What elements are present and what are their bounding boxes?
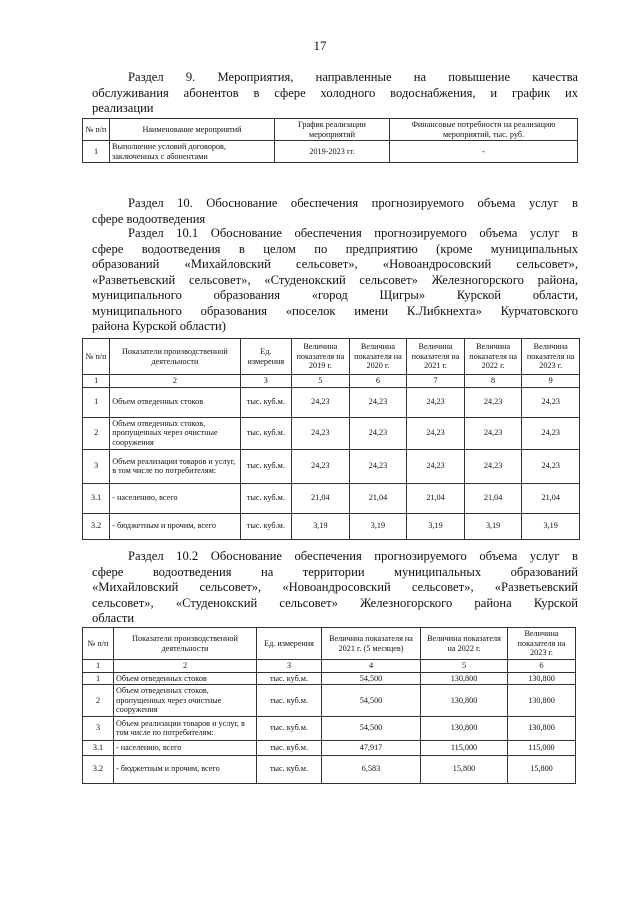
header-cell: Ед. измерения — [257, 628, 322, 660]
table-row — [83, 141, 578, 163]
table-row — [83, 417, 580, 449]
cell: - населению, всего — [114, 740, 257, 755]
number-cell: 4 — [322, 660, 421, 673]
header-cell: № п/п — [83, 628, 114, 660]
header-cell: № п/п — [83, 119, 110, 141]
number-cell: 2 — [110, 375, 240, 388]
cell: 21,04 — [522, 483, 580, 513]
cell: 24,23 — [407, 449, 465, 483]
cell: 54,500 — [322, 716, 421, 740]
cell: тыс. куб.м. — [240, 417, 292, 449]
header-cell: Финансовые потребности на реализацию мероприятий, тыс. руб. — [390, 119, 578, 141]
number-cell: 2 — [114, 660, 257, 673]
section10-1-line: муниципального образования «город Щигры» Курской области, — [92, 288, 578, 302]
cell: 24,23 — [349, 449, 407, 483]
header-cell: Ед. измерения — [240, 339, 292, 375]
header-cell: Величина показателя на 2020 г. — [349, 339, 407, 375]
table-row — [83, 449, 580, 483]
cell: тыс. куб.м. — [257, 672, 322, 685]
cell: 15,800 — [508, 755, 576, 783]
table-number-row — [83, 660, 576, 673]
cell: 3,19 — [522, 513, 580, 539]
cell: 24,23 — [522, 449, 580, 483]
section10-2-table — [82, 627, 576, 784]
table-row — [83, 716, 576, 740]
table-row — [83, 483, 580, 513]
cell: 6,583 — [322, 755, 421, 783]
cell: 115,000 — [508, 740, 576, 755]
cell: тыс. куб.м. — [257, 685, 322, 717]
cell: 3 — [83, 449, 110, 483]
cell: 115,000 — [421, 740, 508, 755]
cell: 2 — [83, 685, 114, 717]
cell: тыс. куб.м. — [257, 740, 322, 755]
cell: 3.2 — [83, 513, 110, 539]
cell: тыс. куб.м. — [257, 755, 322, 783]
cell: Объем реализации товаров и услуг, в том числе по потребителям: — [110, 449, 240, 483]
table-row — [83, 513, 580, 539]
cell: 24,23 — [407, 417, 465, 449]
number-cell: 6 — [508, 660, 576, 673]
header-cell: Величина показателя на 2022 г. — [421, 628, 508, 660]
cell: 3,19 — [464, 513, 522, 539]
cell: 130,800 — [508, 685, 576, 717]
section10-1-line: района Курской области) — [92, 319, 226, 333]
section10-1-line: образований «Михайловский сельсовет», «Новоандросовский сельсовет», — [92, 257, 578, 271]
cell: Объем отведенных стоков — [114, 672, 257, 685]
cell: - населению, всего — [110, 483, 240, 513]
cell: 47,917 — [322, 740, 421, 755]
cell: 130,800 — [508, 672, 576, 685]
cell: 24,23 — [349, 417, 407, 449]
number-cell: 3 — [257, 660, 322, 673]
header-cell: Величина показателя на 2021 г. — [407, 339, 465, 375]
cell: 130,800 — [421, 672, 508, 685]
number-cell: 6 — [349, 375, 407, 388]
cell: 24,23 — [464, 449, 522, 483]
section10-1-heading — [92, 226, 578, 335]
cell: Объем отведенных стоков, пропущенных через очистные сооружения — [110, 417, 240, 449]
cell: 3.1 — [83, 740, 114, 755]
cell: 24,23 — [292, 449, 350, 483]
cell: 15,800 — [421, 755, 508, 783]
number-cell: 5 — [421, 660, 508, 673]
cell: 3.2 — [83, 755, 114, 783]
table-header-row — [83, 628, 576, 660]
section10-1-line: сфере водоотведения в целом по предприятию (кроме муниципальных — [92, 241, 578, 256]
cell: 1 — [83, 141, 110, 163]
cell: 24,23 — [407, 387, 465, 417]
cell: 1 — [83, 387, 110, 417]
section9-line: обслуживания абонентов в сфере холодного водоснабжения, и график их — [92, 85, 578, 100]
section9-line: Раздел 9. Мероприятия, направленные на повышение качества — [128, 70, 578, 84]
cell: - — [390, 141, 578, 163]
cell: Объем реализации товаров и услуг, в том числе по потребителям: — [114, 716, 257, 740]
header-cell: Величина показателя на 2023 г. — [522, 339, 580, 375]
cell: 54,500 — [322, 685, 421, 717]
cell: 54,500 — [322, 672, 421, 685]
section10-2-line: области — [92, 611, 135, 625]
number-cell: 7 — [407, 375, 465, 388]
header-cell: Величина показателя на 2022 г. — [464, 339, 522, 375]
header-cell: Показатели производственной деятельности — [114, 628, 257, 660]
section10-2-line: «Михайловский сельсовет», «Новоандросовский сельсовет», «Разветьевский — [92, 580, 578, 594]
cell: 1 — [83, 672, 114, 685]
cell: тыс. куб.м. — [240, 513, 292, 539]
header-cell: Показатели производственной деятельности — [110, 339, 240, 375]
section10-1-line: муниципального образования «поселок имени К.Либкнехта» Курчатовского — [92, 303, 578, 318]
cell: 24,23 — [349, 387, 407, 417]
cell: 130,800 — [508, 716, 576, 740]
table-row — [83, 740, 576, 755]
cell: Объем отведенных стоков — [110, 387, 240, 417]
cell: 3 — [83, 716, 114, 740]
cell: 2019-2023 гг. — [275, 141, 390, 163]
table-header-row — [83, 339, 580, 375]
section10-2-line: сельсовет», «Студенокский сельсовет» Железногорского района Курской — [92, 595, 578, 610]
table-row — [83, 672, 576, 685]
cell: 130,800 — [421, 716, 508, 740]
cell: 21,04 — [407, 483, 465, 513]
section10-heading — [92, 196, 578, 227]
table-row — [83, 755, 576, 783]
section10-1-line: «Разветьевский сельсовет», «Студенокский сельсовет» Железногорского района, — [92, 272, 578, 287]
section10-line: Раздел 10. Обоснование обеспечения прогнозируемого объема услуг в — [128, 196, 578, 210]
table-row — [83, 387, 580, 417]
header-cell: Величина показателя на 2021 г. (5 месяцев) — [322, 628, 421, 660]
cell: тыс. куб.м. — [257, 716, 322, 740]
section10-2-line: сфере водоотведения на территории муниципальных образований — [92, 564, 578, 579]
cell: 21,04 — [464, 483, 522, 513]
table-header-row — [83, 119, 578, 141]
cell: 3,19 — [349, 513, 407, 539]
header-cell: График реализации мероприятий — [275, 119, 390, 141]
section10-1-table — [82, 338, 580, 540]
section10-2-heading — [92, 549, 578, 627]
page-number: 17 — [313, 38, 327, 53]
cell: 24,23 — [292, 417, 350, 449]
number-cell: 5 — [292, 375, 350, 388]
number-cell: 8 — [464, 375, 522, 388]
table-row — [83, 685, 576, 717]
header-cell: Величина показателя на 2019 г. — [292, 339, 350, 375]
section10-line: сфере водоотведения — [92, 211, 206, 226]
cell: 24,23 — [522, 417, 580, 449]
section10-2-line: Раздел 10.2 Обоснование обеспечения прогнозируемого объема услуг в — [128, 549, 578, 563]
cell: 3.1 — [83, 483, 110, 513]
cell: 21,04 — [349, 483, 407, 513]
cell: тыс. куб.м. — [240, 483, 292, 513]
section10-1-line: Раздел 10.1 Обоснование обеспечения прогнозируемого объема услуг в — [128, 226, 578, 240]
number-cell: 1 — [83, 660, 114, 673]
section9-table — [82, 118, 578, 163]
cell: 24,23 — [292, 387, 350, 417]
number-cell: 3 — [240, 375, 292, 388]
cell: 24,23 — [464, 417, 522, 449]
cell: Выполнение условий договоров, заключенных с абонентами — [110, 141, 275, 163]
number-cell: 9 — [522, 375, 580, 388]
header-cell: Наименование мероприятий — [110, 119, 275, 141]
cell: - бюджетным и прочим, всего — [110, 513, 240, 539]
cell: Объем отведенных стоков, пропущенных через очистные сооружения — [114, 685, 257, 717]
cell: - бюджетным и прочим, всего — [114, 755, 257, 783]
cell: 3,19 — [292, 513, 350, 539]
section9-heading — [92, 70, 578, 117]
cell: 130,800 — [421, 685, 508, 717]
number-cell: 1 — [83, 375, 110, 388]
cell: 2 — [83, 417, 110, 449]
cell: 24,23 — [522, 387, 580, 417]
table-number-row — [83, 375, 580, 388]
cell: тыс. куб.м. — [240, 449, 292, 483]
cell: 3,19 — [407, 513, 465, 539]
header-cell: Величина показателя на 2023 г. — [508, 628, 576, 660]
cell: 24,23 — [464, 387, 522, 417]
header-cell: № п/п — [83, 339, 110, 375]
cell: 21,04 — [292, 483, 350, 513]
cell: тыс. куб.м. — [240, 387, 292, 417]
section9-line: реализации — [92, 101, 154, 115]
